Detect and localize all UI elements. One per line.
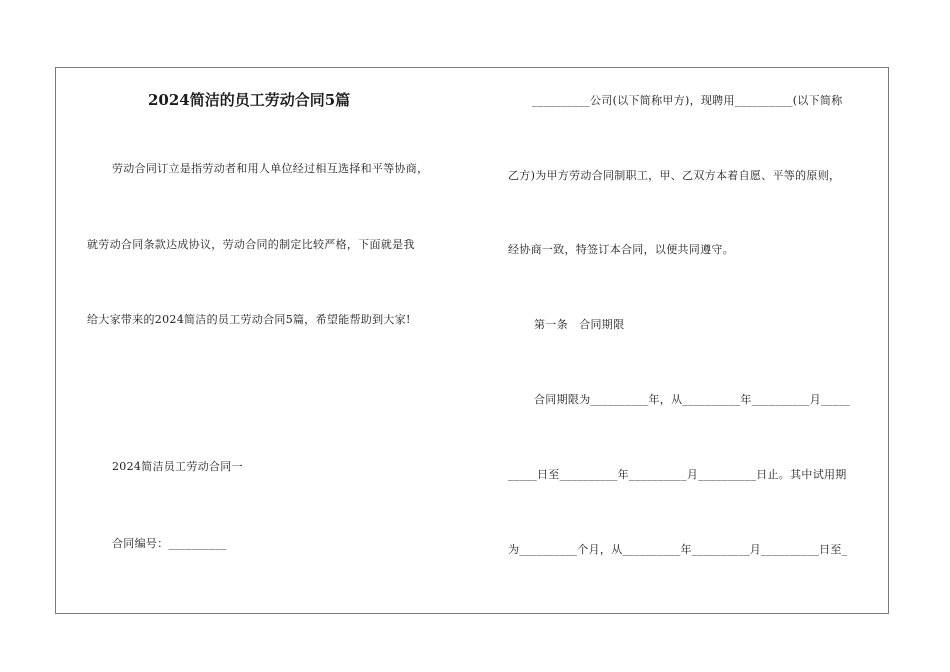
- section-heading: 2024简洁员工劳动合同一: [112, 460, 243, 473]
- document-page: [55, 67, 889, 614]
- left-column: [56, 68, 466, 613]
- intro-line-1: 劳动合同订立是指劳动者和用人单位经过相互选择和平等协商，: [112, 162, 429, 175]
- right-line-1: __________公司(以下简称甲方)，现聘用__________(以下简称: [532, 94, 843, 107]
- contract-number-line: 合同编号：__________: [112, 537, 227, 550]
- right-line-2: 乙方)为甲方劳动合同制职工，甲、乙双方本着自愿、平等的原则，: [508, 169, 841, 182]
- document-title: 2024简洁的员工劳动合同5篇: [148, 91, 351, 109]
- right-line-5: 合同期限为__________年，从__________年__________月_____: [534, 393, 850, 406]
- right-line-7: 为__________个月，从__________年__________月__________日至_: [508, 543, 848, 556]
- intro-line-3: 给大家带来的2024简洁的员工劳动合同5篇，希望能帮助到大家!: [87, 313, 411, 326]
- right-line-6: _____日至__________年__________月__________日止。其中试用期: [508, 468, 847, 481]
- intro-line-2: 就劳动合同条款达成协议，劳动合同的制定比较严格，下面就是我: [87, 238, 415, 251]
- right-line-3: 经协商一致，特签订本合同，以便共同遵守。: [508, 243, 734, 256]
- right-column: [496, 68, 890, 613]
- article-one-heading: 第一条 合同期限: [534, 318, 625, 331]
